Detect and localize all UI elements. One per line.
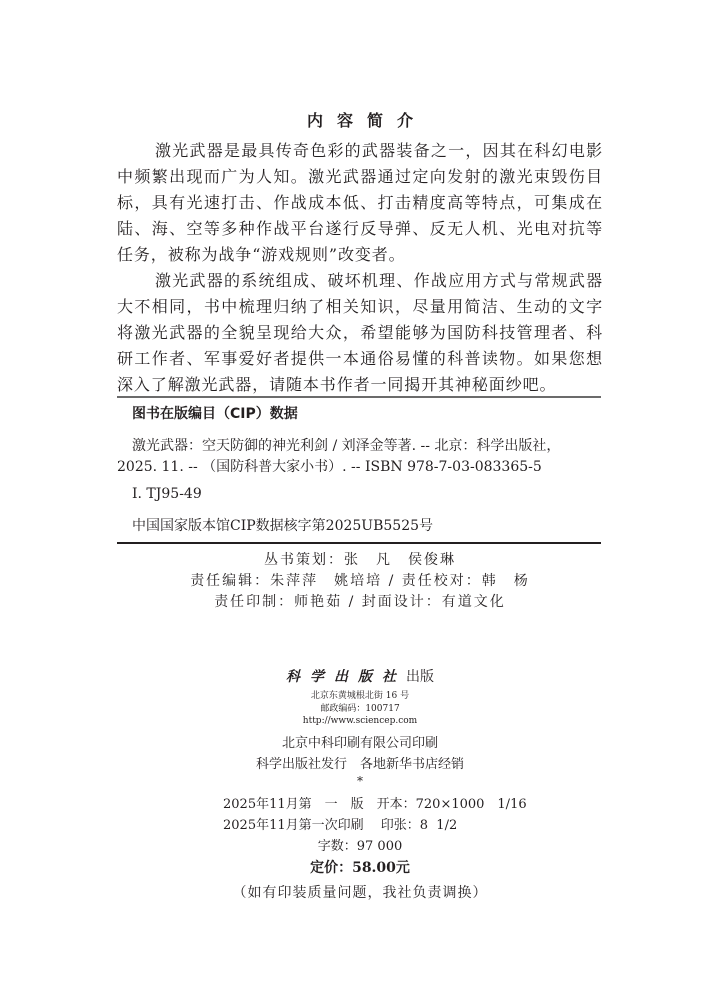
cip-record-line: 2025. 11. -- （国防科普大家小书）. -- ISBN 978-7-03-083365-5 [117,459,542,475]
separator-asterisk: * [357,774,363,788]
publisher-postcode: 邮政编码：100717 [320,704,400,714]
cip-classification: Ⅰ. TJ95-49 [132,486,202,502]
cip-record-line: 激光武器：空天防御的神光利剑 / 刘泽金等著. -- 北京：科学出版社， [132,438,561,454]
publisher-name: 科学出版社 [286,669,406,685]
edition-format-line: 2025年11月第 一 版 开本：720×1000 1/16 [223,797,527,812]
credit-series-planning: 丛书策划：张 凡 侯俊琳 [264,552,456,568]
cip-verification-number: 中国国家版本馆CIP数据核字第2025UB5525号 [132,518,434,534]
word-count: 字数：97 000 [317,839,403,854]
publisher-logo [0,666,720,686]
distribution-line: 科学出版社发行 各地新华书店经销 [255,757,464,772]
quality-notice: （如有印装质量问题，我社负责调换） [232,885,488,901]
synopsis-paragraph: 激光武器是最具传奇色彩的武器装备之一，因其在科幻电影中频繁出现而广为人知。激光武器通过定向发射的激光束毁伤目标，具有光速打击、作战成本低、打击精度高等特点，可集成在陆、海、空等多种作战平台遂行反导弹、反无人机、光电对抗等任务，被称为战争“游戏规则”改变者。 [117,141,603,264]
publisher-url: http://www.sciencep.com [302,716,418,726]
synopsis-title: 内容简介 [306,111,427,130]
publisher-address: 北京东黄城根北街 16 号 [310,691,410,701]
credit-editors-proofreader: 责任编辑：朱萍萍 姚培培 / 责任校对：韩 杨 [190,573,530,589]
price: 定价：58.00元 [310,860,410,876]
publisher-suffix: 出版 [406,669,434,685]
credit-printing-cover-design: 责任印制：师艳茹 / 封面设计：有道文化 [214,594,506,610]
synopsis-paragraph: 激光武器的系统组成、破坏机理、作战应用方式与常规武器大不相同，书中梳理归纳了相关知识，尽量用简洁、生动的文字将激光武器的全貌呈现给大众，希望能够为国防科技管理者、科研工作者、军事爱好者提供一本通俗易懂的科普读物。如果您想深入了解激光武器，请随本书作者一同揭开其神秘面纱吧。 [117,271,603,394]
cip-record [117,436,601,478]
cip-top-rule [117,396,601,398]
synopsis-body [117,138,603,398]
printer-line: 北京中科印刷有限公司印刷 [281,736,438,751]
cip-heading: 图书在版编目（CIP）数据 [132,406,298,422]
printing-sheets-line: 2025年11月第一次印刷 印张：8 1/2 [223,818,458,833]
cip-bottom-rule [117,542,601,544]
